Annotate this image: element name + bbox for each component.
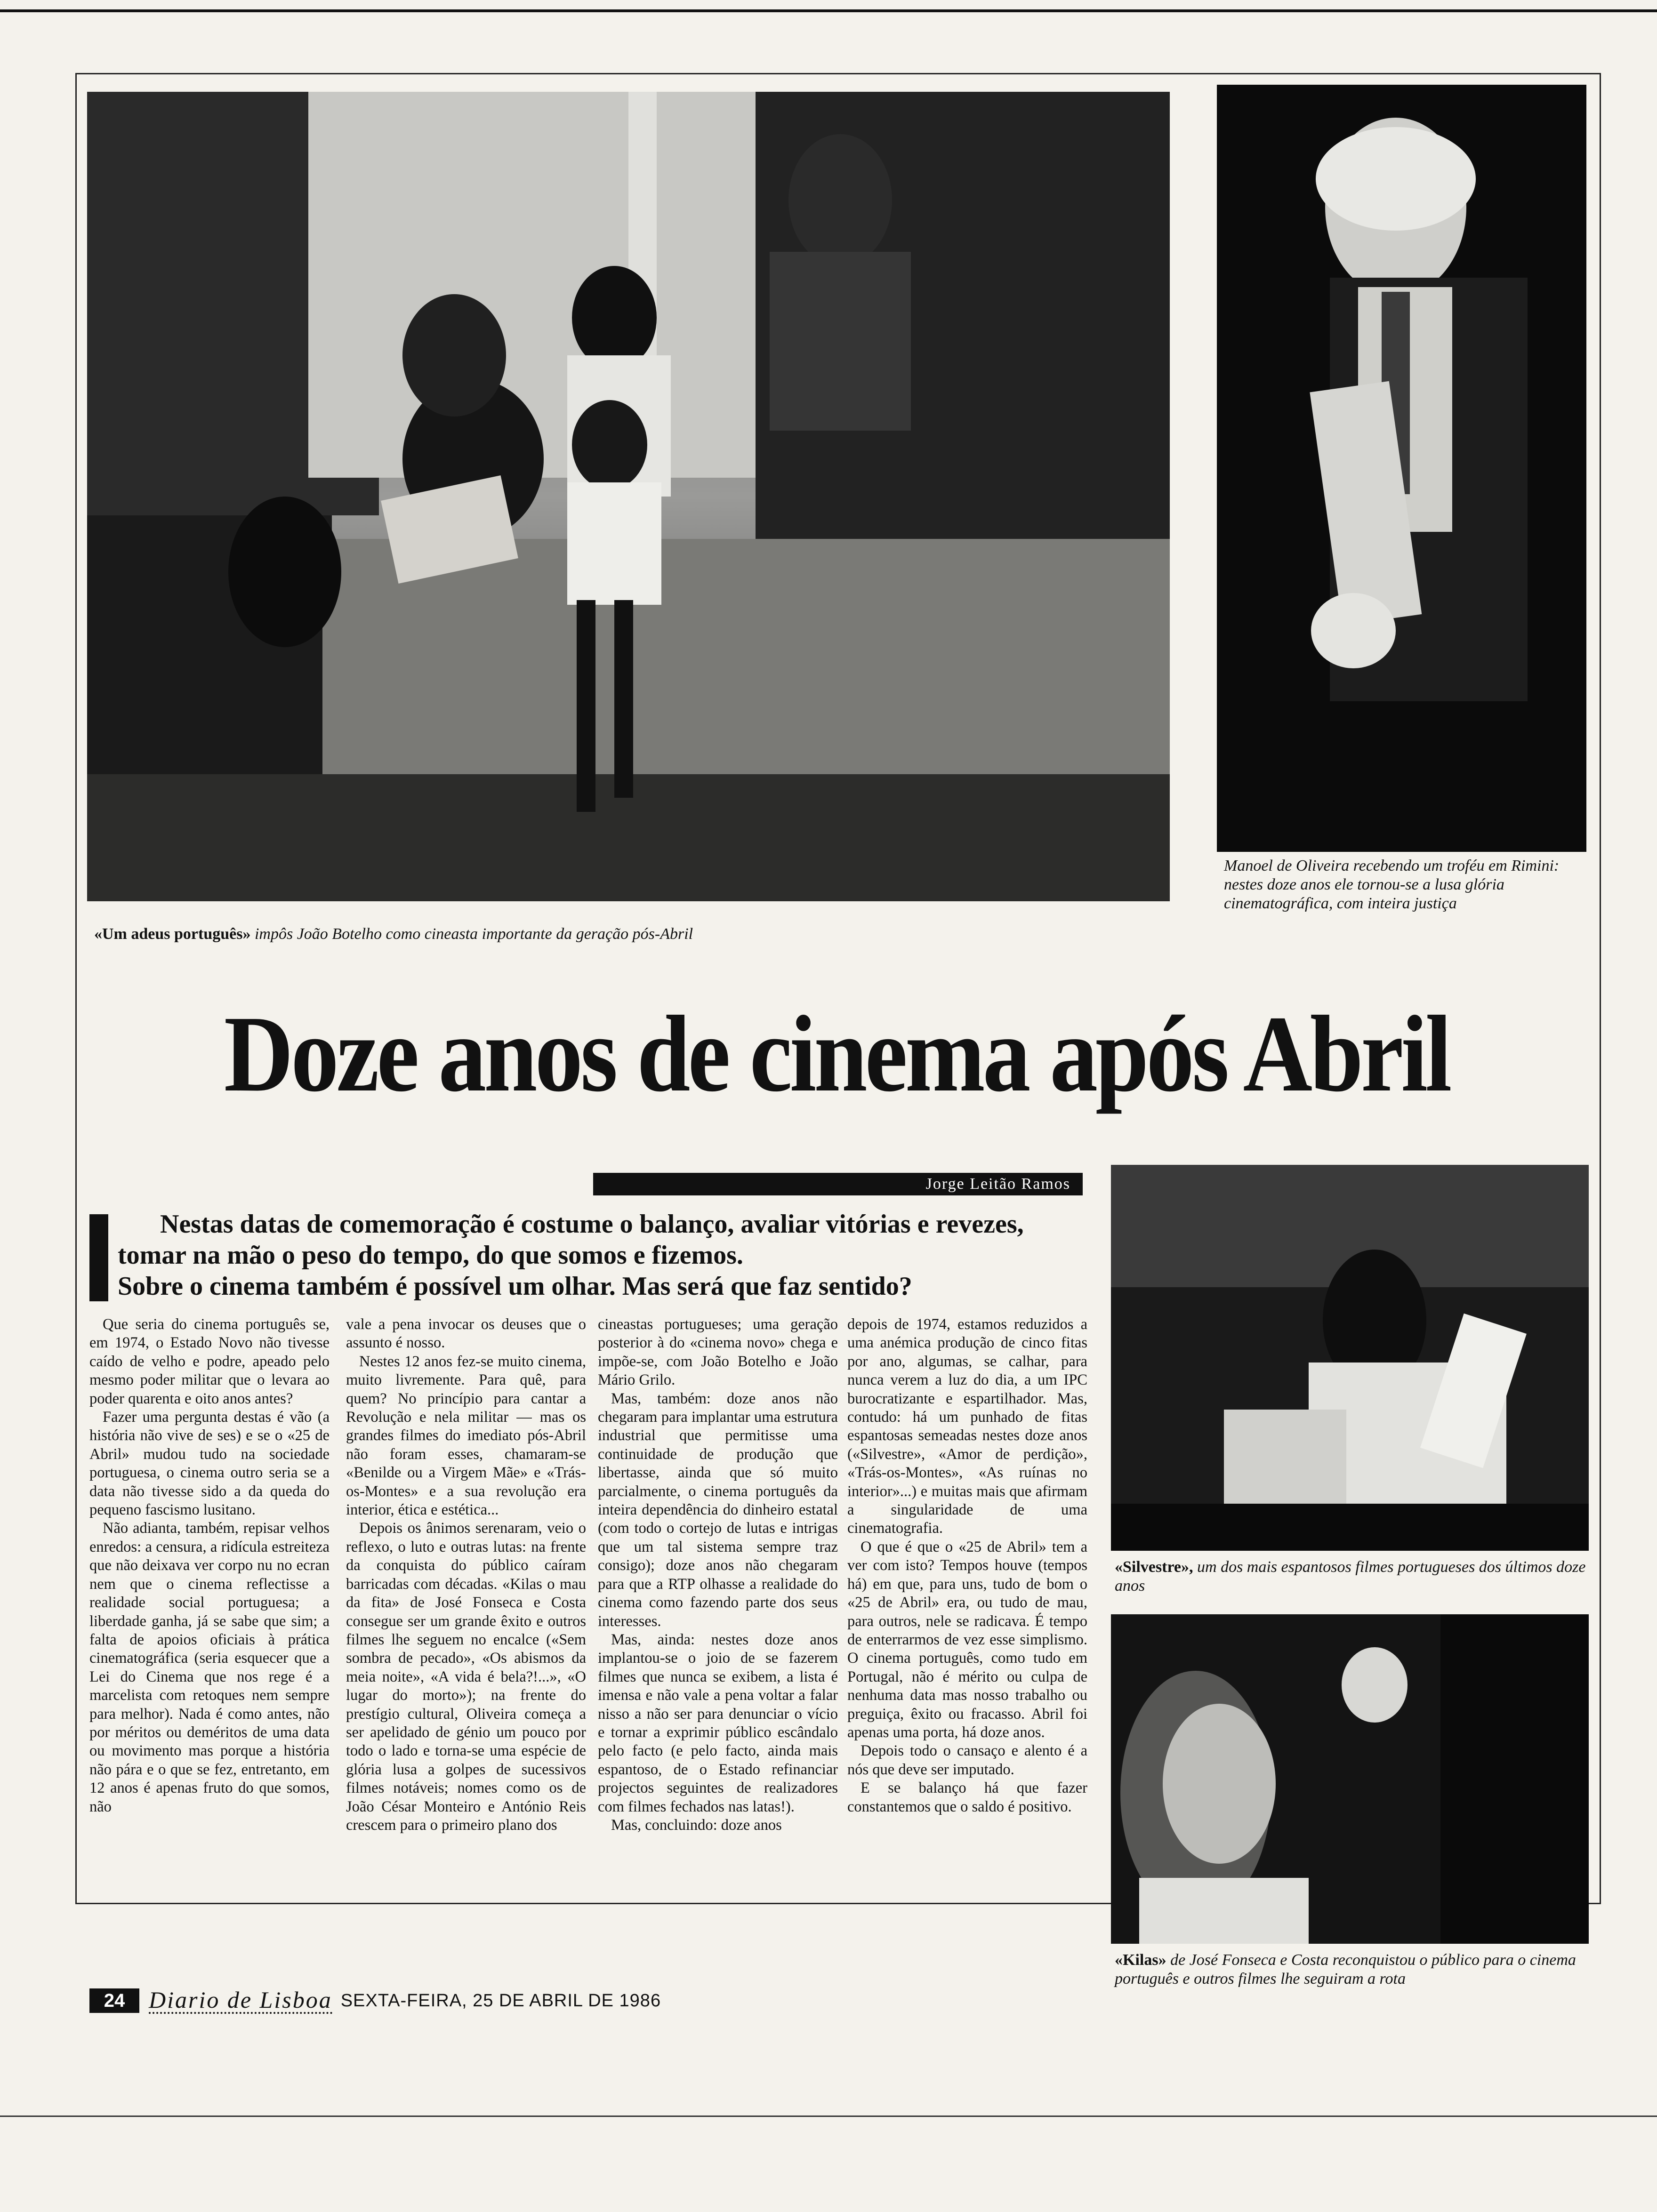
page-footer <box>89 1988 661 2013</box>
main-photo-caption <box>94 925 1130 944</box>
article-paragraph: Nestes 12 anos fez-se muito cinema, muito livremente. Para quê, para quem? No princípio para cantar a Revolução e nela militar — mas os grandes filmes do imediato pós-Abril não foram esses, chamaram-se «Benilde ou a Virgem Mãe» e «Trás-os-Montes» e a sua revolução era interior, ética e estética... <box>346 1353 586 1519</box>
headline: Doze anos de cinema após Abril <box>224 994 1450 1114</box>
article-paragraph: Fazer uma pergunta destas é vão (a história não vive de ses) e se o «25 de Abril» mudou tudo na sociedade portuguesa, o cinema outro seria se a data não tivesse sido a da queda do pequeno fascismo lusitano. <box>89 1409 330 1519</box>
article-paragraph: vale a pena invocar os deuses que o assunto é nosso. <box>346 1316 586 1352</box>
article-paragraph: Mas, ainda: nestes doze anos implantou-se o joio de se fazerem filmes que nunca se exibem, a lista é imensa e não vale a pena voltar a falar nisso a não ser para denunciar o vício e tornar a exprimir público escândalo pelo facto (e pelo facto, ainda mais espantoso, de o Estado refinanciar projectos seguintes de realizadores com filmes fechados nas latas!). <box>598 1631 838 1815</box>
article-paragraph: depois de 1974, estamos reduzidos a uma anémica produção de cinco fitas por ano, algumas, se calhar, para nunca verem a luz do dia, a um IPC burocratizante e espartilhador. Mas, contudo: há um punhado de fitas espantosas semeadas nestes doze anos («Silvestre», «Amor de perdição», «Trás-os-Montes», «As ruínas no interior»...) e muitas mais que afirmam a singularidade de uma cinematografia. <box>847 1316 1087 1537</box>
lead-initial-bar <box>89 1214 108 1301</box>
article-paragraph: E se balanço há que fazer constantemos que o saldo é positivo. <box>847 1779 1087 1815</box>
caption-film-title: «Kilas» <box>1115 1951 1166 1969</box>
lead-paragraph <box>118 1209 1087 1302</box>
article-column-3 <box>598 1315 838 1958</box>
article-paragraph: Mas, concluindo: doze anos <box>611 1816 782 1834</box>
page-number: 24 <box>89 1988 139 2013</box>
caption-film-title: «Silvestre», <box>1115 1558 1193 1576</box>
page-bottom-rule <box>0 2116 1657 2117</box>
article-paragraph: Não adianta, também, repisar velhos enredos: a censura, a ridícula estreiteza que não deixava ver corpo nu no ecran nem que o cinema reflectisse a realidade social portuguesa; a liberdade ganha, já se sabe que sim; a falta de apoios oficiais à prática cinematográfica (seria esquecer que a Lei do Cinema que nos rege é a marcelista com retoques nem sempre para melhor). Nada é como antes, não por méritos ou deméritos de uma data ou movimento mas porque a história não pára e o que se fez, entretanto, em 12 anos é apenas fruto do que somos, não <box>89 1520 330 1815</box>
byline: Jorge Leitão Ramos <box>593 1173 1083 1195</box>
article-paragraph: Que seria do cinema português se, em 1974, o Estado Novo não tivesse caído de velho e podre, apeado pelo mesmo poder militar que o levara ao poder quarenta e oito anos antes? <box>89 1316 330 1407</box>
lead-line: tomar na mão o peso do tempo, do que somos e fizemos. <box>118 1241 743 1270</box>
issue-date: SEXTA-FEIRA, 25 DE ABRIL DE 1986 <box>340 1990 661 2011</box>
caption-film-title: «Um adeus português» <box>94 925 251 943</box>
caption-text: impôs João Botelho como cineasta importante da geração pós-Abril <box>250 925 693 943</box>
article-paragraph: Depois todo o cansaço e alento é a nós que deve ser imputado. <box>847 1742 1087 1778</box>
newspaper-masthead: Diario de Lisboa <box>149 1987 332 2013</box>
article-column-2 <box>346 1315 586 1958</box>
article-paragraph: O que é que o «25 de Abril» tem a ver com isto? Tempos houve (tempos há) em que, para uns, tudo de bom o «25 de Abril» era, ou tudo de mau, para outros, nele se radicava. É tempo de enterrarmos de vez esse simplismo. O cinema português, como tudo em Portugal, não é mérito ou culpa de nenhuma data mas nosso trabalho ou preguiça, êxito ou fracasso. Abril foi apenas uma porta, há doze anos. <box>847 1538 1087 1741</box>
main-photo <box>87 92 1170 901</box>
article-column-1 <box>89 1315 330 1958</box>
kilas-photo-caption <box>1115 1951 1588 1988</box>
silvestre-photo <box>1111 1165 1589 1551</box>
oliveira-photo <box>1217 85 1586 852</box>
oliveira-photo-caption: Manoel de Oliveira recebendo um troféu em Rimini: nestes doze anos ele tornou-se a lusa glória cinematográfica, com inteira justiça <box>1224 857 1560 912</box>
article-paragraph: Depois os ânimos serenaram, veio o reflexo, o luto e outras lutas: na frente da conquista do público caíram barricadas com décadas. «Kilas o mau da fita» de José Fonseca e Costa consegue ser um grande êxito e outros filmes lhe seguem no encalce («Sem sombra de pecado», «Os abismos da meia noite», «A vida é bela?!...», «O lugar do morto»); na frente do prestígio cultural, Oliveira começa a ser apelidado de génio um pouco por todo o lado e torna-se uma espécie de glória lusa a golpes de sucessivos filmes notáveis; nomes como os de João César Monteiro e António Reis crescem para o primeiro plano dos <box>346 1520 586 1834</box>
article-paragraph: Mas, também: doze anos não chegaram para implantar uma estrutura industrial que permitisse uma continuidade de produção que libertasse, ainda que só muito parcialmente, o cinema português da inteira dependência do dinheiro estatal (com todo o cortejo de lutas e intrigas que um tal sistema sempre traz consigo); doze anos não chegaram para que a RTP olhasse a realidade do cinema como fazendo parte dos seus interesses. <box>598 1390 838 1630</box>
caption-text: de José Fonseca e Costa reconquistou o público para o cinema português e outros filmes lhe seguiram a rota <box>1115 1951 1576 1988</box>
lead-line: Nestas datas de comemoração é costume o balanço, avaliar vitórias e revezes, <box>160 1210 1024 1239</box>
silvestre-photo-caption <box>1115 1558 1588 1595</box>
article-paragraph: cineastas portugueses; uma geração posterior à do «cinema novo» chega e impõe-se, com João Botelho e João Mário Grilo. <box>598 1316 838 1389</box>
caption-text: um dos mais espantosos filmes portugueses dos últimos doze anos <box>1115 1558 1586 1595</box>
lead-line: Sobre o cinema também é possível um olhar. Mas será que faz sentido? <box>118 1272 912 1301</box>
article-column-4 <box>847 1315 1087 1958</box>
kilas-photo <box>1111 1614 1589 1944</box>
page-top-rule <box>0 9 1657 12</box>
